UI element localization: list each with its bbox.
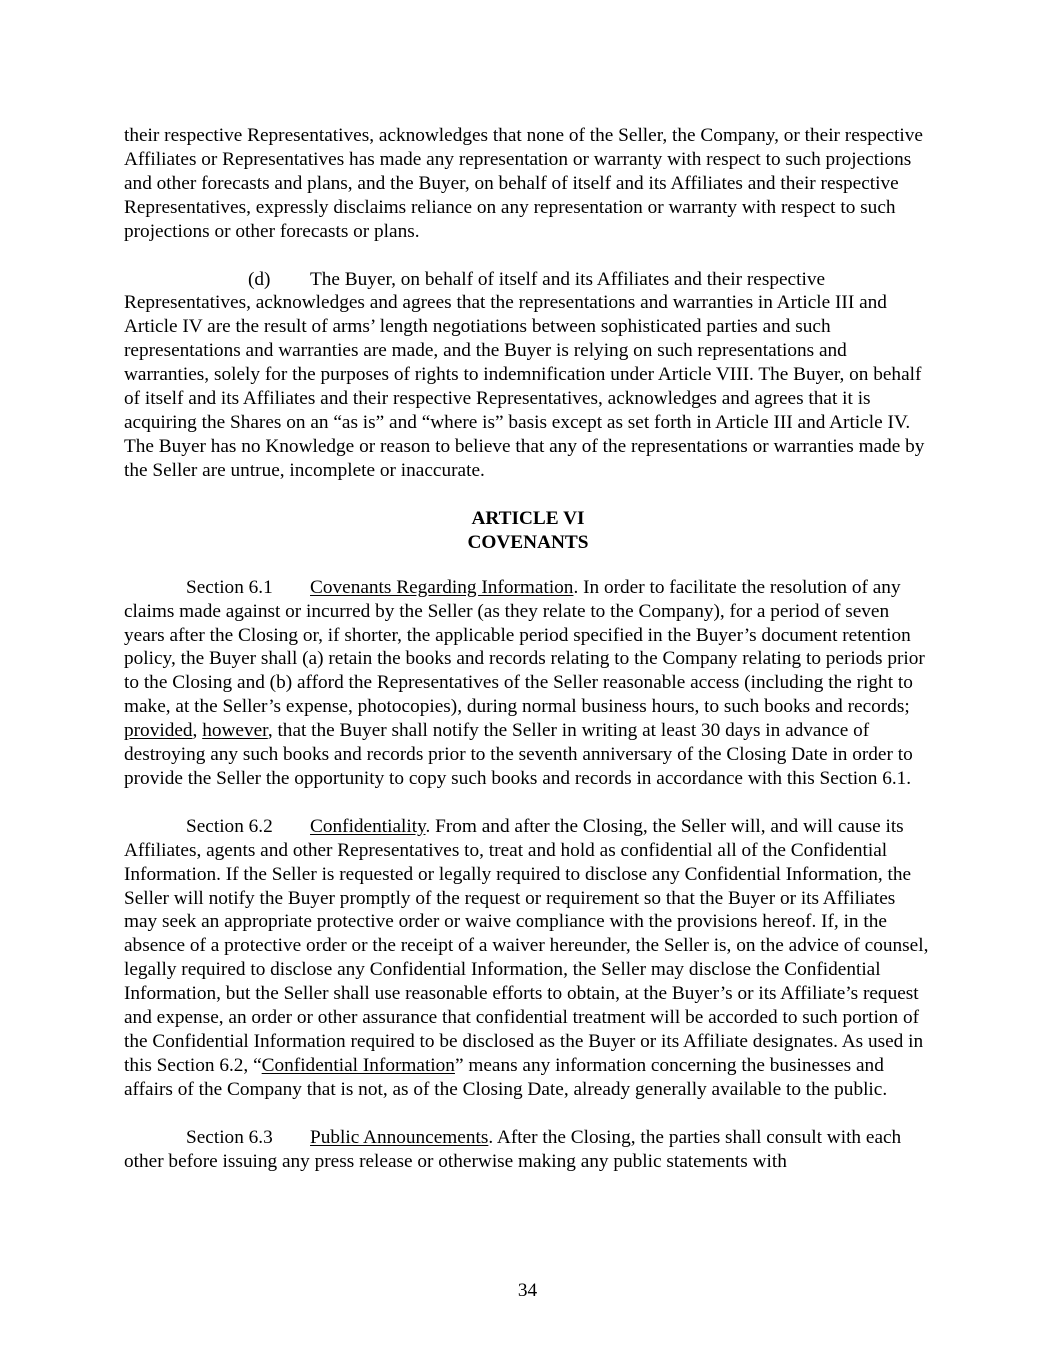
paragraph-d-label: (d) (248, 268, 271, 290)
section-6-2-title: Confidentiality (310, 815, 426, 837)
page-number: 34 (517, 1280, 538, 1301)
article-number: ARTICLE VI (471, 507, 585, 529)
paragraph-c-continuation (124, 124, 932, 244)
section-6-2-text-a: . From and after the Closing, the Seller will, and will cause its Affiliates, agents and other Representatives to, treat and hold as confidential all of the Confidential Information. If the Seller is requested or legally required to disclose any Confidential Information, the Seller will notify the Buyer promptly of the request or requirement so that the Buyer or its Affiliates may seek an appropriate protective order or waive compliance with the provisions hereof. If, in the absence of a protective order or the receipt of a waiver hereunder, the Seller is, on the advice of counsel, legally required to disclose any Confidential Information, the Seller may disclose the Confidential Information, but the Seller shall use reasonable efforts to obtain, at the Buyer’s or its Affiliate’s request and expense, an order or other assurance that confidential treatment will be accorded to such portion of the Confidential Information required to be disclosed as the Buyer or its Affiliate designates. As used in this Section 6.2, “ (124, 815, 929, 1076)
section-6-3 (124, 1126, 932, 1174)
article-heading (124, 507, 932, 555)
document-page (124, 124, 932, 1198)
paragraph-d (124, 268, 932, 483)
section-6-2-text-b: ” means any information concerning the businesses and affairs of the Company that is not, as of the Closing Date, already generally available to the public. (124, 1054, 888, 1100)
section-6-2 (124, 815, 932, 1102)
provided-term: provided (124, 720, 193, 742)
section-6-1-title: Covenants Regarding Information (310, 576, 574, 598)
paragraph-c-text: their respective Representatives, acknowledges that none of the Seller, the Company, or their respective Affiliates or Representatives has made any representation or warranty with respect to such projections and other forecasts and plans, and the Buyer, on behalf of itself and its Affiliates and their respective Representatives, expressly disclaims reliance on any representation or warranty with respect to such projections or other forecasts or plans. (124, 125, 923, 242)
article-title: COVENANTS (467, 531, 589, 553)
section-6-3-text-a: . After the Closing, the parties shall consult with each other before issuing any press release or otherwise making any public statements with (124, 1126, 902, 1172)
paragraph-d-text: The Buyer, on behalf of itself and its Affiliates and their respective Representatives, acknowledges and agrees that the representations and warranties in Article III and Article IV are the result of arms’ length negotiations between sophisticated parties and such representations and warranties are made, and the Buyer is relying on such representations and warranties, solely for the purposes of rights to indemnification under Article VIII. The Buyer, on behalf of itself and its Affiliates and their respective Representatives, acknowledges and agrees that it is acquiring the Shares on an “as is” and “where is” basis except as set forth in Article III and Article IV. The Buyer has no Knowledge or reason to believe that any of the representations or warranties made by the Seller are untrue, incomplete or inaccurate. (124, 268, 925, 481)
section-6-3-title: Public Announcements (310, 1126, 489, 1148)
comma: , (192, 720, 203, 742)
however-term: however (202, 720, 268, 742)
section-6-3-label: Section 6.3 (186, 1126, 273, 1148)
section-6-1-text-b: , that the Buyer shall notify the Seller in writing at least 30 days in advance of destroying any such books and records prior to the seventh anniversary of the Closing Date in order to provide the Seller the opportunity to copy such books and records in accordance with this Section 6.1. (124, 720, 913, 789)
section-6-1-label: Section 6.1 (186, 576, 273, 598)
confidential-information-term: Confidential Information (261, 1054, 455, 1076)
section-6-2-label: Section 6.2 (186, 815, 273, 837)
section-6-1-text-a: . In order to facilitate the resolution of any claims made against or incurred by the Seller (as they relate to the Company), for a period of seven years after the Closing or, if shorter, the applicable period specified in the Buyer’s document retention policy, the Buyer shall (a) retain the books and records relating to the Company relating to periods prior to the Closing and (b) afford the Representatives of the Seller reasonable access (including the right to make, at the Seller’s expense, photocopies), during normal business hours, to such books and records; (124, 576, 925, 718)
section-6-1 (124, 576, 932, 791)
